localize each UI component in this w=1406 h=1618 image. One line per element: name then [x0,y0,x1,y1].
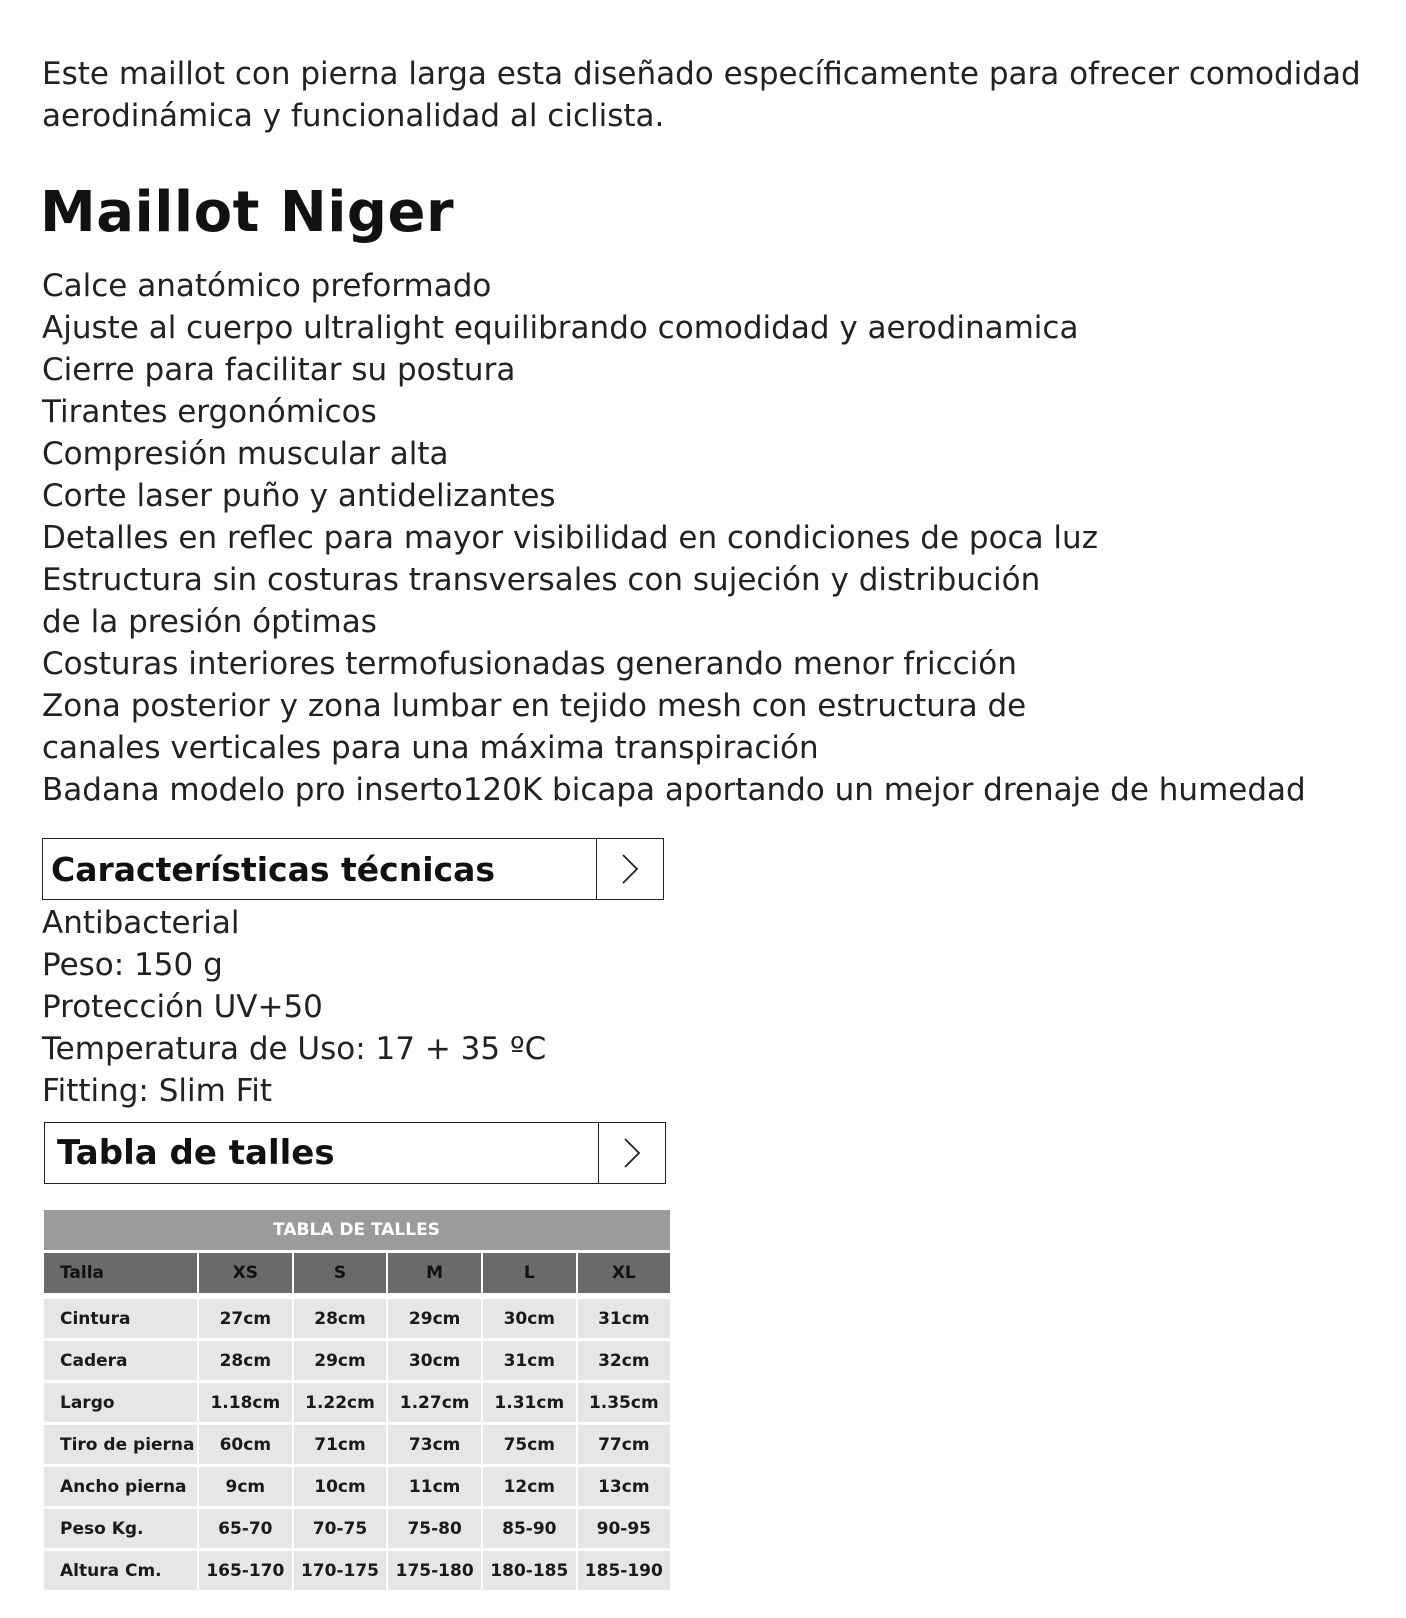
spec-item: Peso: 150 g [42,947,223,983]
table-row [44,1548,670,1590]
spec-list [42,902,546,1112]
table-cell: 30cm [388,1338,483,1380]
size-chart-caption: TABLA DE TALLES [44,1210,670,1250]
spec-item: Fitting: Slim Fit [42,1073,273,1109]
feature-item: Estructura sin costuras transversales con sujeción y distribución [42,562,1041,598]
spec-item: Antibacterial [42,905,240,941]
feature-item: Ajuste al cuerpo ultralight equilibrando comodidad y aerodinamica [42,310,1079,346]
table-cell: 60cm [199,1422,294,1464]
header-cell: S [294,1250,389,1293]
feature-list [42,265,1306,811]
feature-item: de la presión óptimas [42,604,377,640]
table-row [44,1506,670,1548]
table-cell: 1.18cm [199,1380,294,1422]
feature-item: Cierre para facilitar su postura [42,352,516,388]
header-cell: XL [578,1250,670,1293]
feature-item: Corte laser puño y antidelizantes [42,478,556,514]
table-cell: 31cm [483,1338,578,1380]
table-cell: 31cm [578,1293,670,1338]
table-row [44,1380,670,1422]
size-header-row [44,1250,670,1293]
table-row [44,1464,670,1506]
table-cell: 1.22cm [294,1380,389,1422]
product-title: Maillot Niger [40,180,455,245]
row-label: Tiro de pierna [44,1422,199,1464]
table-cell: 10cm [294,1464,389,1506]
table-cell: 90-95 [578,1506,670,1548]
table-cell: 77cm [578,1422,670,1464]
table-cell: 28cm [294,1293,389,1338]
table-cell: 165-170 [199,1548,294,1590]
size-table-chevron-button[interactable] [598,1123,665,1183]
feature-item: Zona posterior y zona lumbar en tejido mesh con estructura de [42,688,1027,724]
table-row [44,1293,670,1338]
table-row [44,1422,670,1464]
feature-item: Detalles en reflec para mayor visibilidad en condiciones de poca luz [42,520,1098,556]
table-cell: 27cm [199,1293,294,1338]
table-cell: 32cm [578,1338,670,1380]
tech-specs-label: Características técnicas [51,849,496,889]
table-cell: 28cm [199,1338,294,1380]
table-cell: 12cm [483,1464,578,1506]
table-cell: 1.31cm [483,1380,578,1422]
size-table-label: Tabla de talles [57,1133,335,1173]
header-cell: M [388,1250,483,1293]
feature-item: canales verticales para una máxima transpiración [42,730,819,766]
row-label: Cadera [44,1338,199,1380]
table-cell: 75-80 [388,1506,483,1548]
spec-item: Temperatura de Uso: 17 + 35 ºC [42,1031,547,1067]
table-cell: 1.27cm [388,1380,483,1422]
feature-item: Badana modelo pro inserto120K bicapa aportando un mejor drenaje de humedad [42,772,1306,808]
table-cell: 71cm [294,1422,389,1464]
table-cell: 170-175 [294,1548,389,1590]
table-cell: 29cm [294,1338,389,1380]
table-cell: 30cm [483,1293,578,1338]
tech-specs-toggle[interactable] [42,838,664,900]
row-label: Peso Kg. [44,1506,199,1548]
table-cell: 29cm [388,1293,483,1338]
table-cell: 9cm [199,1464,294,1506]
product-intro: Este maillot con pierna larga esta diseñado específicamente para ofrecer comodidad aerodinámica y funcionalidad al ciclista. [42,56,1361,134]
table-cell: 185-190 [578,1548,670,1590]
feature-item: Costuras interiores termofusionadas generando menor fricción [42,646,1017,682]
header-cell: Talla [44,1250,199,1293]
row-label: Cintura [44,1293,199,1338]
table-cell: 70-75 [294,1506,389,1548]
feature-item: Tirantes ergonómicos [42,394,377,430]
row-label: Altura Cm. [44,1548,199,1590]
table-cell: 175-180 [388,1548,483,1590]
row-label: Ancho pierna [44,1464,199,1506]
table-cell: 65-70 [199,1506,294,1548]
row-label: Largo [44,1380,199,1422]
table-cell: 180-185 [483,1548,578,1590]
table-cell: 11cm [388,1464,483,1506]
table-cell: 13cm [578,1464,670,1506]
feature-item: Calce anatómico preformado [42,268,492,304]
size-table-toggle[interactable] [44,1122,666,1184]
header-cell: XS [199,1250,294,1293]
tech-specs-chevron-button[interactable] [596,839,663,899]
table-cell: 85-90 [483,1506,578,1548]
chevron-right-icon [621,1136,643,1170]
chevron-right-icon [619,852,641,886]
table-cell: 1.35cm [578,1380,670,1422]
table-cell: 75cm [483,1422,578,1464]
table-cell: 73cm [388,1422,483,1464]
feature-item: Compresión muscular alta [42,436,449,472]
table-row [44,1338,670,1380]
header-cell: L [483,1250,578,1293]
spec-item: Protección UV+50 [42,989,323,1025]
size-chart [44,1210,670,1590]
